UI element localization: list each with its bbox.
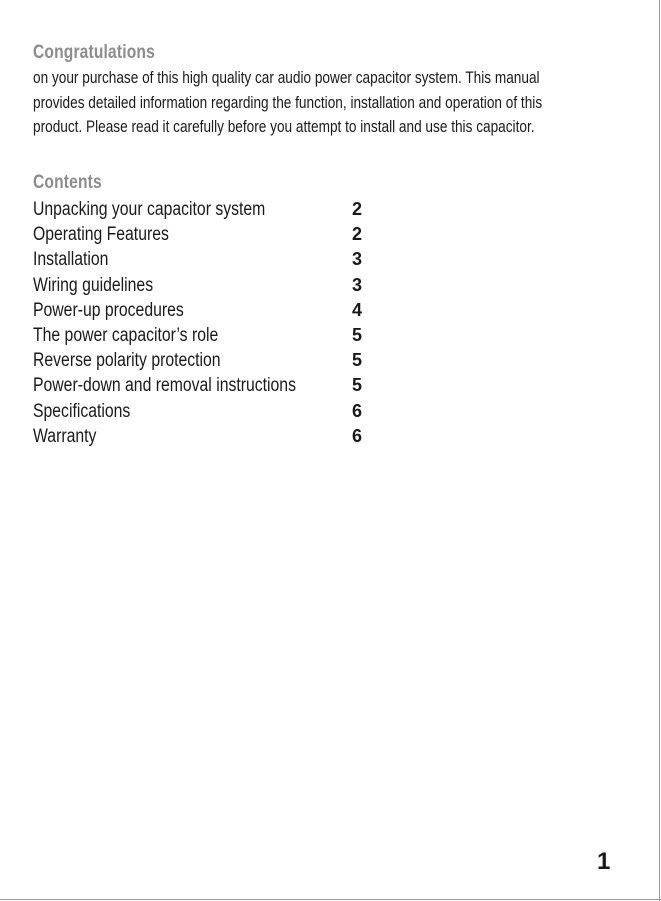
toc-entry-title: Wiring guidelines	[33, 274, 154, 296]
toc-entry-title: Specifications	[33, 400, 131, 422]
toc-entry[interactable]	[33, 399, 373, 424]
toc-entry-page: 5	[352, 350, 363, 371]
toc-entry-title: Reverse polarity protection	[33, 350, 221, 372]
toc-entry[interactable]	[33, 424, 373, 449]
table-of-contents	[33, 197, 373, 449]
page-number: 1	[597, 848, 611, 875]
toc-entry[interactable]	[33, 323, 373, 348]
intro-paragraph	[33, 66, 628, 140]
toc-entry-title: Installation	[33, 249, 109, 271]
intro-line: product. Please read it carefully before you attempt to install and use this capacitor.	[33, 118, 535, 136]
congratulations-heading: Congratulations	[33, 42, 155, 63]
toc-entry-title: Warranty	[33, 425, 97, 447]
toc-entry[interactable]	[33, 197, 373, 222]
intro-line: provides detailed information regarding the function, installation and operation of this	[33, 93, 543, 112]
toc-entry[interactable]	[33, 373, 373, 398]
toc-entry-page: 5	[352, 324, 363, 345]
toc-entry[interactable]	[33, 298, 373, 323]
toc-entry[interactable]	[33, 247, 373, 272]
toc-entry-page: 6	[352, 425, 363, 446]
toc-entry[interactable]	[33, 222, 373, 247]
toc-entry-title: Power-up procedures	[33, 299, 184, 321]
toc-entry[interactable]	[33, 348, 373, 373]
toc-entry-page: 4	[352, 299, 363, 320]
toc-entry-title: Operating Features	[33, 224, 169, 246]
toc-entry-title: The power capacitor’s role	[33, 324, 219, 346]
toc-entry-title: Power-down and removal instructions	[33, 375, 296, 397]
intro-line: on your purchase of this high quality car audio power capacitor system. This manual	[33, 69, 540, 87]
toc-entry-title: Unpacking your capacitor system	[33, 199, 266, 220]
toc-entry-page: 2	[352, 199, 363, 219]
contents-heading: Contents	[33, 172, 102, 193]
toc-entry-page: 3	[352, 249, 363, 270]
toc-entry-page: 6	[352, 400, 363, 421]
toc-entry-page: 2	[352, 224, 363, 245]
toc-entry-page: 5	[352, 375, 363, 396]
toc-entry[interactable]	[33, 273, 373, 298]
page-edge-right	[659, 0, 660, 901]
page-edge-bottom	[0, 899, 661, 900]
toc-entry-page: 3	[352, 274, 363, 295]
